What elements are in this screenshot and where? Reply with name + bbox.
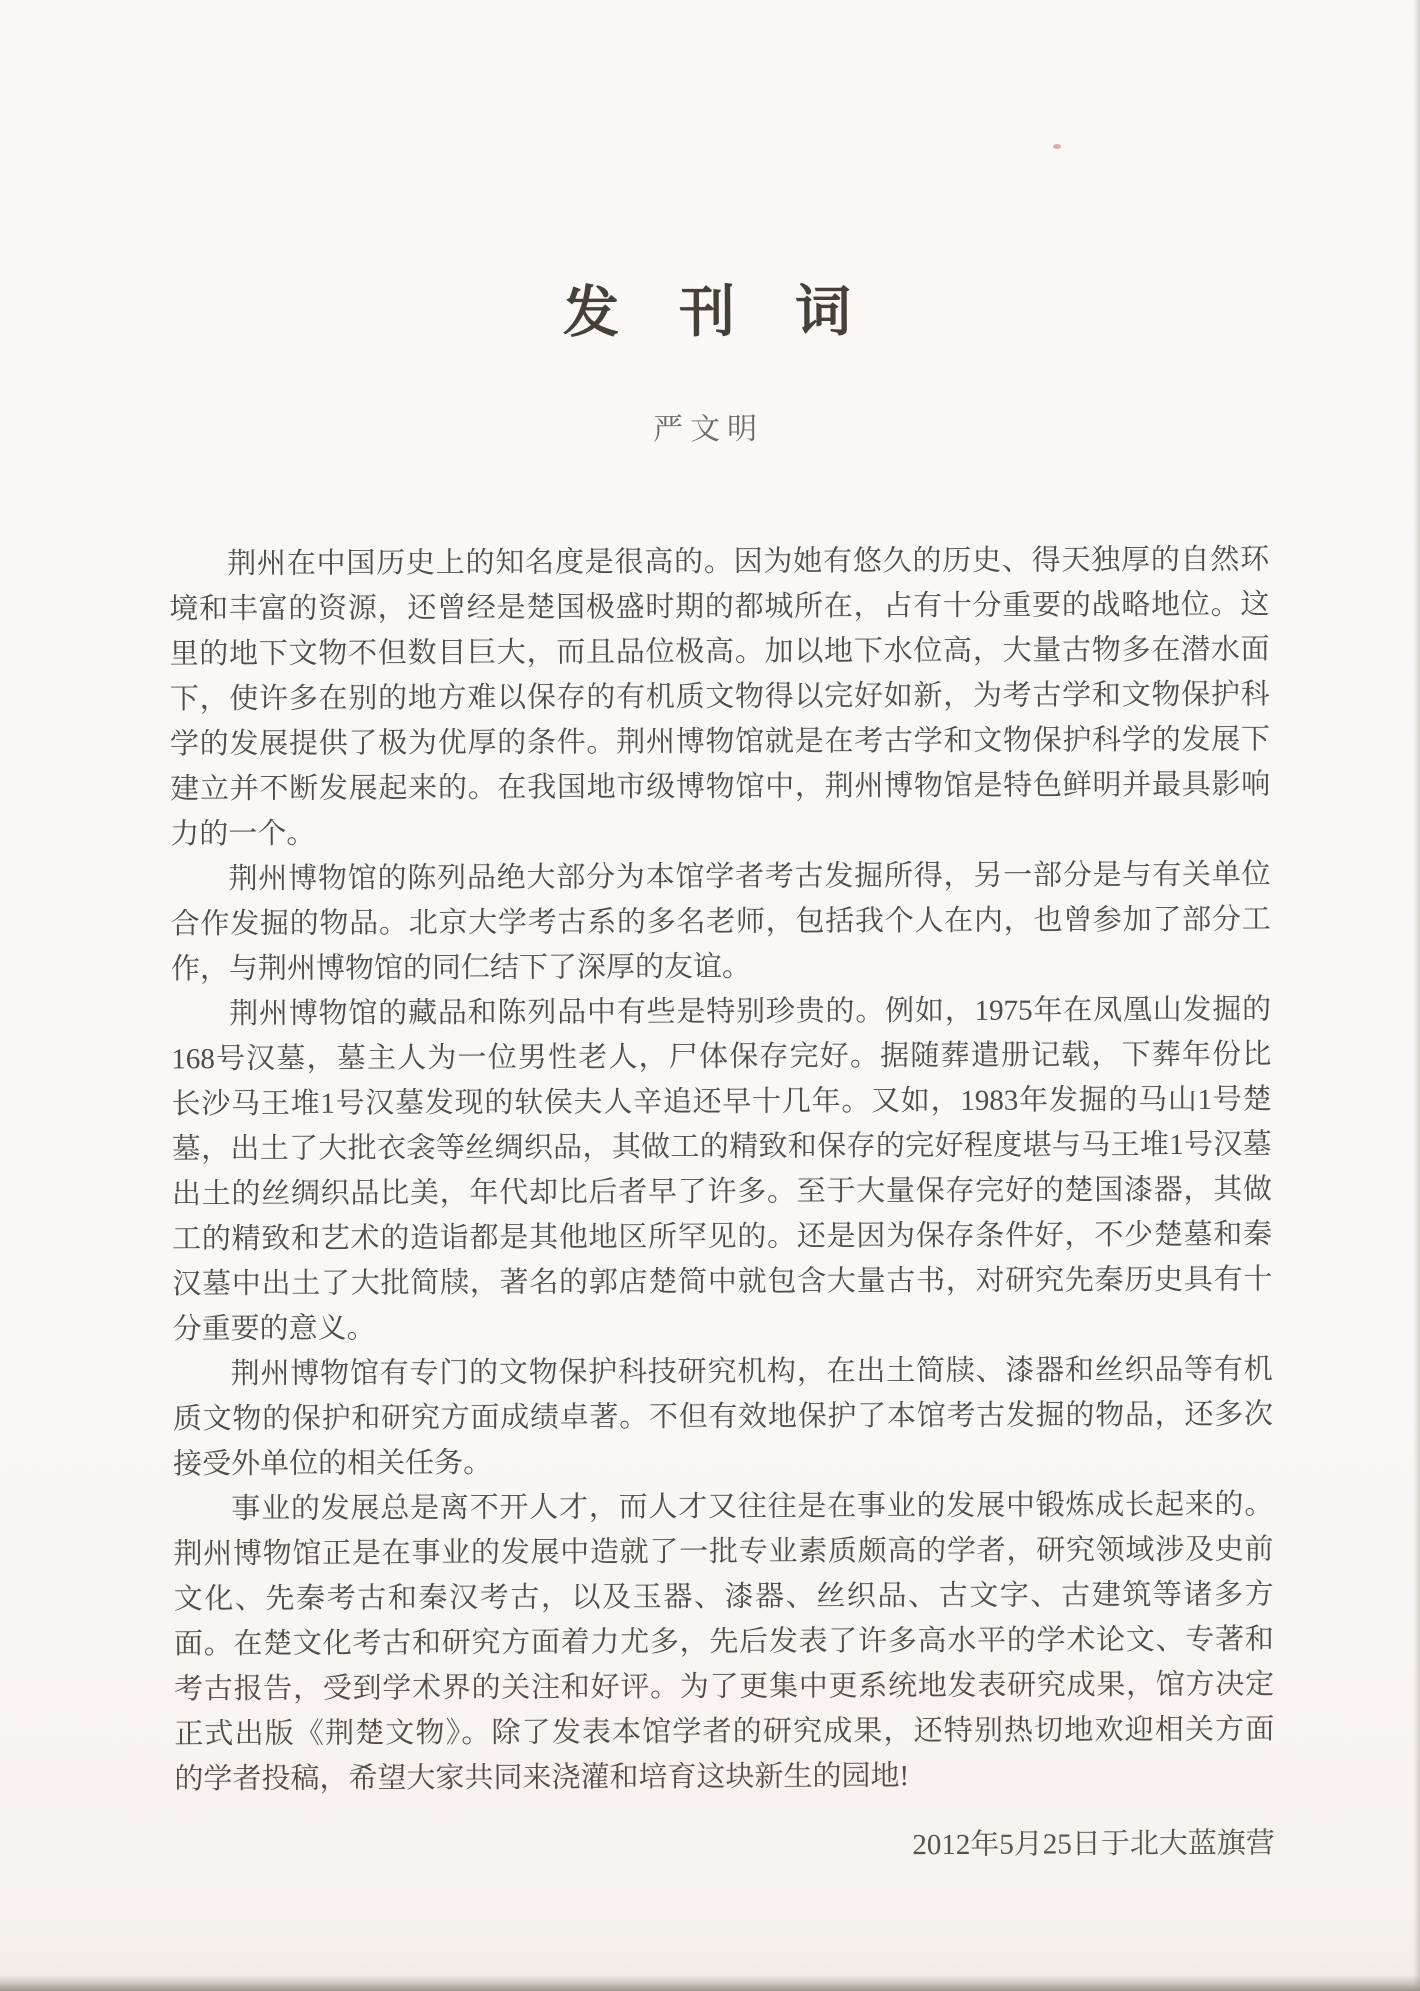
text-line: 荆州博物馆的藏品和陈列品中有些是特别珍贵的。例如，1975年在凤凰山发掘的 (229, 993, 1272, 1031)
text-line: 接受外单位的相关任务。 (173, 1446, 493, 1481)
text-line: 的学者投稿，希望大家共同来浇灌和培育这块新生的园地! (174, 1760, 910, 1796)
text-line: 面。在楚文化考古和研究方面着力尤多，先后发表了许多高水平的学术论文、专著和 (173, 1623, 1274, 1661)
document-body (169, 538, 1274, 1803)
text-line: 境和丰富的资源，还曾经是楚国极盛时期的都城所在，占有十分重要的战略地位。这 (169, 588, 1270, 626)
text-line: 工的精致和艺术的造诣都是其他地区所罕见的。还是因为保存条件好，不少楚墓和秦 (172, 1218, 1273, 1256)
author-name: 严文明 (653, 412, 765, 447)
text-line: 出土的丝绸织品比美，年代却比后者早了许多。至于大量保存完好的楚国漆器，其做 (171, 1173, 1273, 1211)
text-line: 质文物的保护和研究方面成绩卓著。不但有效地保护了本馆考古发掘的物品，还多次 (172, 1398, 1273, 1436)
text-line: 分重要的意义。 (172, 1312, 376, 1346)
text-line: 荆州博物馆有专门的文物保护科技研究机构，在出土简牍、漆器和丝织品等有机 (230, 1353, 1273, 1391)
text-line: 墓，出土了大批衣衾等丝绸织品，其做工的精致和保存的完好程度堪与马王堆1号汉墓 (171, 1128, 1272, 1166)
text-line: 学的发展提供了极为优厚的条件。荆州博物馆就是在考古学和文物保护科学的发展下 (169, 723, 1271, 761)
text-line: 建立并不断发展起来的。在我国地市级博物馆中，荆州博物馆是特色鲜明并最具影响 (170, 768, 1271, 806)
page-bottom-edge (0, 1975, 1420, 1991)
text-line: 长沙马王堆1号汉墓发现的轪侯夫人辛追还早十几年。又如，1983年发掘的马山1号楚 (171, 1083, 1272, 1121)
text-line: 荆州博物馆正是在事业的发展中造就了一批专业素质颇高的学者，研究领域涉及史前 (173, 1533, 1274, 1571)
text-line: 考古报告，受到学术界的关注和好评。为了更集中更系统地发表研究成果，馆方决定 (174, 1668, 1275, 1706)
text-line: 168号汉墓，墓主人为一位男性老人，尸体保存完好。据随葬遣册记载，下葬年份比 (171, 1038, 1272, 1076)
page-title: 发 刊 词 (562, 281, 854, 345)
text-line: 事业的发展总是离不开人才，而人才又往往是在事业的发展中锻炼成长起来的。 (231, 1488, 1274, 1526)
text-line: 作，与荆州博物馆的同仁结下了深厚的友谊。 (170, 950, 752, 986)
scan-speck (1053, 144, 1061, 149)
dateline: 2012年5月25日于北大蓝旗营 (912, 1827, 1275, 1862)
text-line: 合作发掘的物品。北京大学考古系的多名老师，包括我个人在内，也曾参加了部分工 (170, 903, 1271, 941)
text-line: 荆州在中国历史上的知名度是很高的。因为她有悠久的历史、得天独厚的自然环 (227, 543, 1270, 581)
text-line: 下，使许多在别的地方难以保存的有机质文物得以完好如新，为考古学和文物保护科 (169, 678, 1270, 716)
text-line: 汉墓中出土了大批简牍，著名的郭店楚简中就包含大量古书，对研究先秦历史具有十 (172, 1263, 1273, 1301)
page-right-edge (1413, 0, 1420, 1991)
text-line: 力的一个。 (170, 817, 316, 851)
text-line: 里的地下文物不但数目巨大，而且品位极高。加以地下水位高，大量古物多在潜水面 (169, 633, 1270, 671)
text-line: 文化、先秦考古和秦汉考古，以及玉器、漆器、丝织品、古文字、古建筑等诸多方 (173, 1578, 1274, 1616)
text-line: 荆州博物馆的陈列品绝大部分为本馆学者考古发掘所得，另一部分是与有关单位 (228, 858, 1271, 896)
text-line: 正式出版《荆楚文物》。除了发表本馆学者的研究成果，还特别热切地欢迎相关方面 (174, 1713, 1275, 1751)
